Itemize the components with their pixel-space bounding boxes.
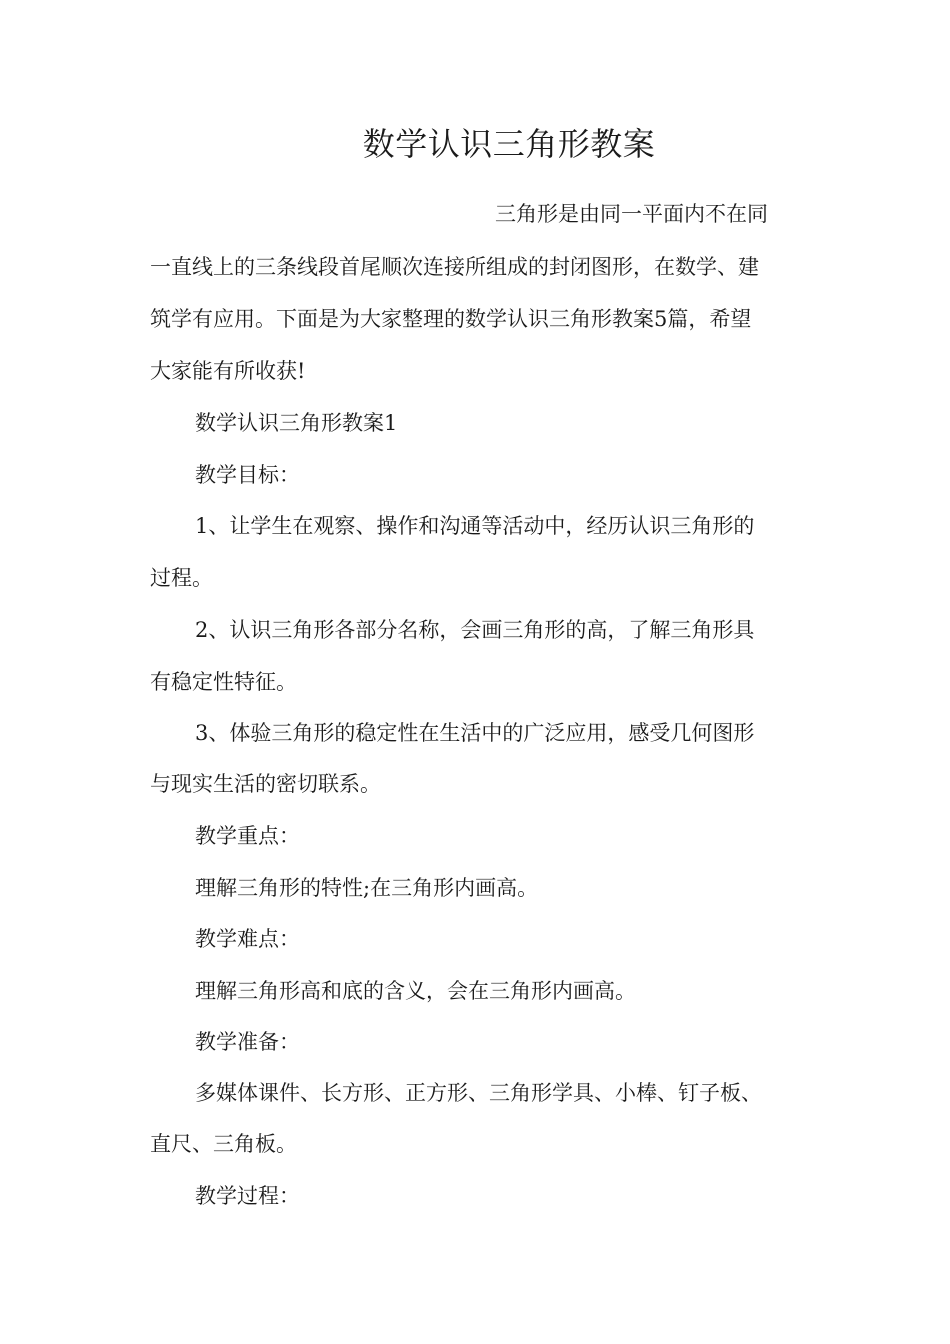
- section-heading: 数学认识三角形教案1: [195, 411, 398, 435]
- objective-1-line-2: 过程。: [150, 566, 213, 590]
- key-points-heading: 教学重点：: [195, 824, 300, 848]
- key-points-text: 理解三角形的特性;在三角形内画高。: [195, 876, 539, 900]
- objectives-heading: 教学目标：: [195, 463, 300, 487]
- objective-3-line-1: 3、体验三角形的稳定性在生活中的广泛应用，感受几何图形: [195, 721, 755, 745]
- difficulties-heading: 教学难点：: [195, 927, 300, 951]
- intro-line-4: 大家能有所收获!: [150, 359, 306, 383]
- process-heading: 教学过程：: [195, 1184, 300, 1208]
- preparation-line-1: 多媒体课件、长方形、正方形、三角形学具、小棒、钉子板、: [195, 1081, 762, 1105]
- document-title: 数学认识三角形教案: [362, 125, 656, 163]
- objective-1-line-1: 1、让学生在观察、操作和沟通等活动中，经历认识三角形的: [195, 514, 755, 538]
- intro-line-1: 三角形是由同一平面内不在同: [495, 202, 768, 226]
- preparation-heading: 教学准备：: [195, 1030, 300, 1054]
- intro-line-2: 一直线上的三条线段首尾顺次连接所组成的封闭图形，在数学、建: [150, 255, 759, 279]
- objective-3-line-2: 与现实生活的密切联系。: [150, 772, 381, 796]
- objective-2-line-2: 有稳定性特征。: [150, 670, 297, 694]
- preparation-line-2: 直尺、三角板。: [150, 1132, 297, 1156]
- difficulties-text: 理解三角形高和底的含义，会在三角形内画高。: [195, 979, 636, 1003]
- objective-2-line-1: 2、认识三角形各部分名称，会画三角形的高，了解三角形具: [195, 618, 755, 642]
- intro-line-3: 筑学有应用。下面是为大家整理的数学认识三角形教案5篇，希望: [150, 307, 752, 331]
